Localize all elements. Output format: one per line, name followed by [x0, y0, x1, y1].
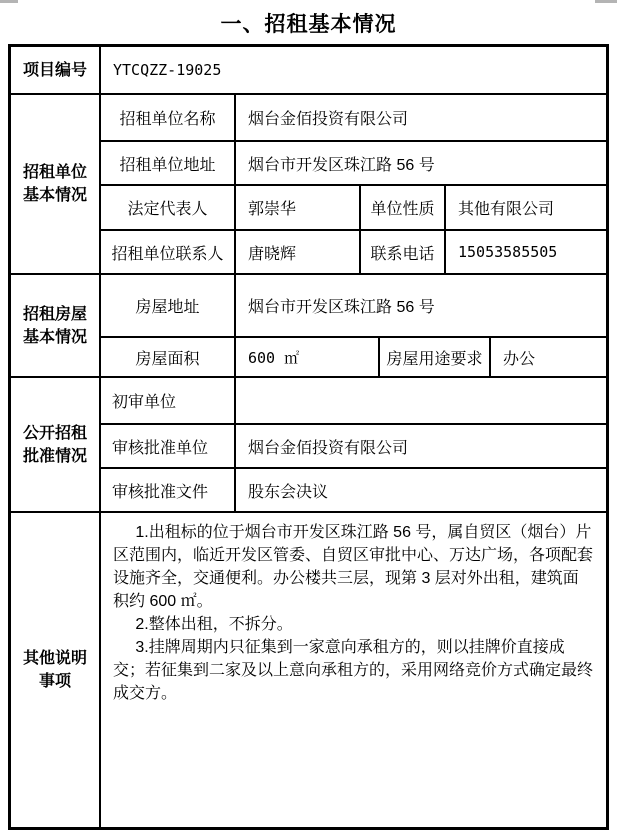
note-paragraph-2: 2.整体出租，不拆分。 — [135, 616, 293, 633]
approval-document-label: 审核批准文件 — [101, 469, 236, 511]
unit-address-label: 招租单位地址 — [101, 142, 236, 184]
note-paragraph-1: 1.出租标的位于烟台市开发区珠江路 56 号，属自贸区（烟台）片区范围内，临近开发区管委、自贸区审批中心、万达广场，各项配套设施齐全，交通便利。办公楼共三层，现第 3 层对外出租，建筑面积约 600 ㎡。 — [113, 524, 594, 610]
window-edge-artifact-right — [595, 0, 617, 3]
section-unit-info — [11, 93, 606, 273]
unit-nature-value: 其他有限公司 — [458, 201, 555, 218]
other-notes-content — [101, 513, 606, 827]
legal-representative-label: 法定代表人 — [101, 186, 236, 229]
row-unit-name — [101, 95, 606, 140]
unit-address-value: 烟台市开发区珠江路 56 号 — [248, 156, 435, 174]
section-approval-info — [11, 376, 606, 511]
section-house-info-label: 招租房屋基本情况 — [11, 275, 101, 376]
row-unit-contact — [101, 229, 606, 273]
initial-review-unit-value — [236, 378, 606, 423]
unit-nature-label: 单位性质 — [361, 186, 446, 229]
project-number-label: 项目编号 — [11, 47, 101, 93]
house-area-label: 房屋面积 — [101, 338, 236, 376]
contact-phone-label: 联系电话 — [361, 231, 446, 273]
section-approval-info-label: 公开招租批准情况 — [11, 378, 101, 511]
row-initial-review-unit — [101, 378, 606, 423]
window-edge-artifact-left — [0, 0, 18, 3]
section-unit-info-label: 招租单位基本情况 — [11, 95, 101, 273]
initial-review-unit-label: 初审单位 — [101, 378, 236, 423]
row-approval-document — [101, 467, 606, 511]
rental-info-table — [8, 44, 609, 830]
section-house-info — [11, 273, 606, 376]
section-other-notes — [11, 511, 606, 827]
row-legal-representative — [101, 184, 606, 229]
row-house-address — [101, 275, 606, 336]
legal-representative-value: 郭崇华 — [236, 186, 361, 229]
approval-document-value: 股东会决议 — [248, 483, 329, 501]
unit-name-value: 烟台金佰投资有限公司 — [248, 111, 409, 128]
approval-unit-label: 审核批准单位 — [101, 425, 236, 467]
row-house-area — [101, 336, 606, 376]
unit-contact-value: 唐晓辉 — [236, 231, 361, 273]
row-approval-unit — [101, 423, 606, 467]
page-title: 一、招租基本情况 — [220, 13, 397, 36]
unit-contact-label: 招租单位联系人 — [101, 231, 236, 273]
row-project-number — [11, 47, 606, 93]
project-number-value: YTCQZZ-19025 — [113, 61, 222, 79]
house-address-value: 烟台市开发区珠江路 56 号 — [248, 299, 435, 316]
unit-name-label: 招租单位名称 — [101, 95, 236, 140]
note-paragraph-3: 3.挂牌周期内只征集到一家意向承租方的，则以挂牌价直接成交；若征集到二家及以上意向承租方的，采用网络竞价方式确定最终成交方。 — [113, 639, 594, 702]
approval-unit-value: 烟台金佰投资有限公司 — [248, 439, 409, 457]
section-other-notes-label: 其他说明事项 — [11, 513, 101, 827]
contact-phone-value: 15053585505 — [458, 243, 558, 261]
house-usage-label: 房屋用途要求 — [380, 338, 491, 376]
row-unit-address — [101, 140, 606, 184]
house-usage-value: 办公 — [503, 350, 536, 368]
house-area-value: 600 ㎡ — [236, 338, 380, 376]
house-address-label: 房屋地址 — [101, 275, 236, 336]
